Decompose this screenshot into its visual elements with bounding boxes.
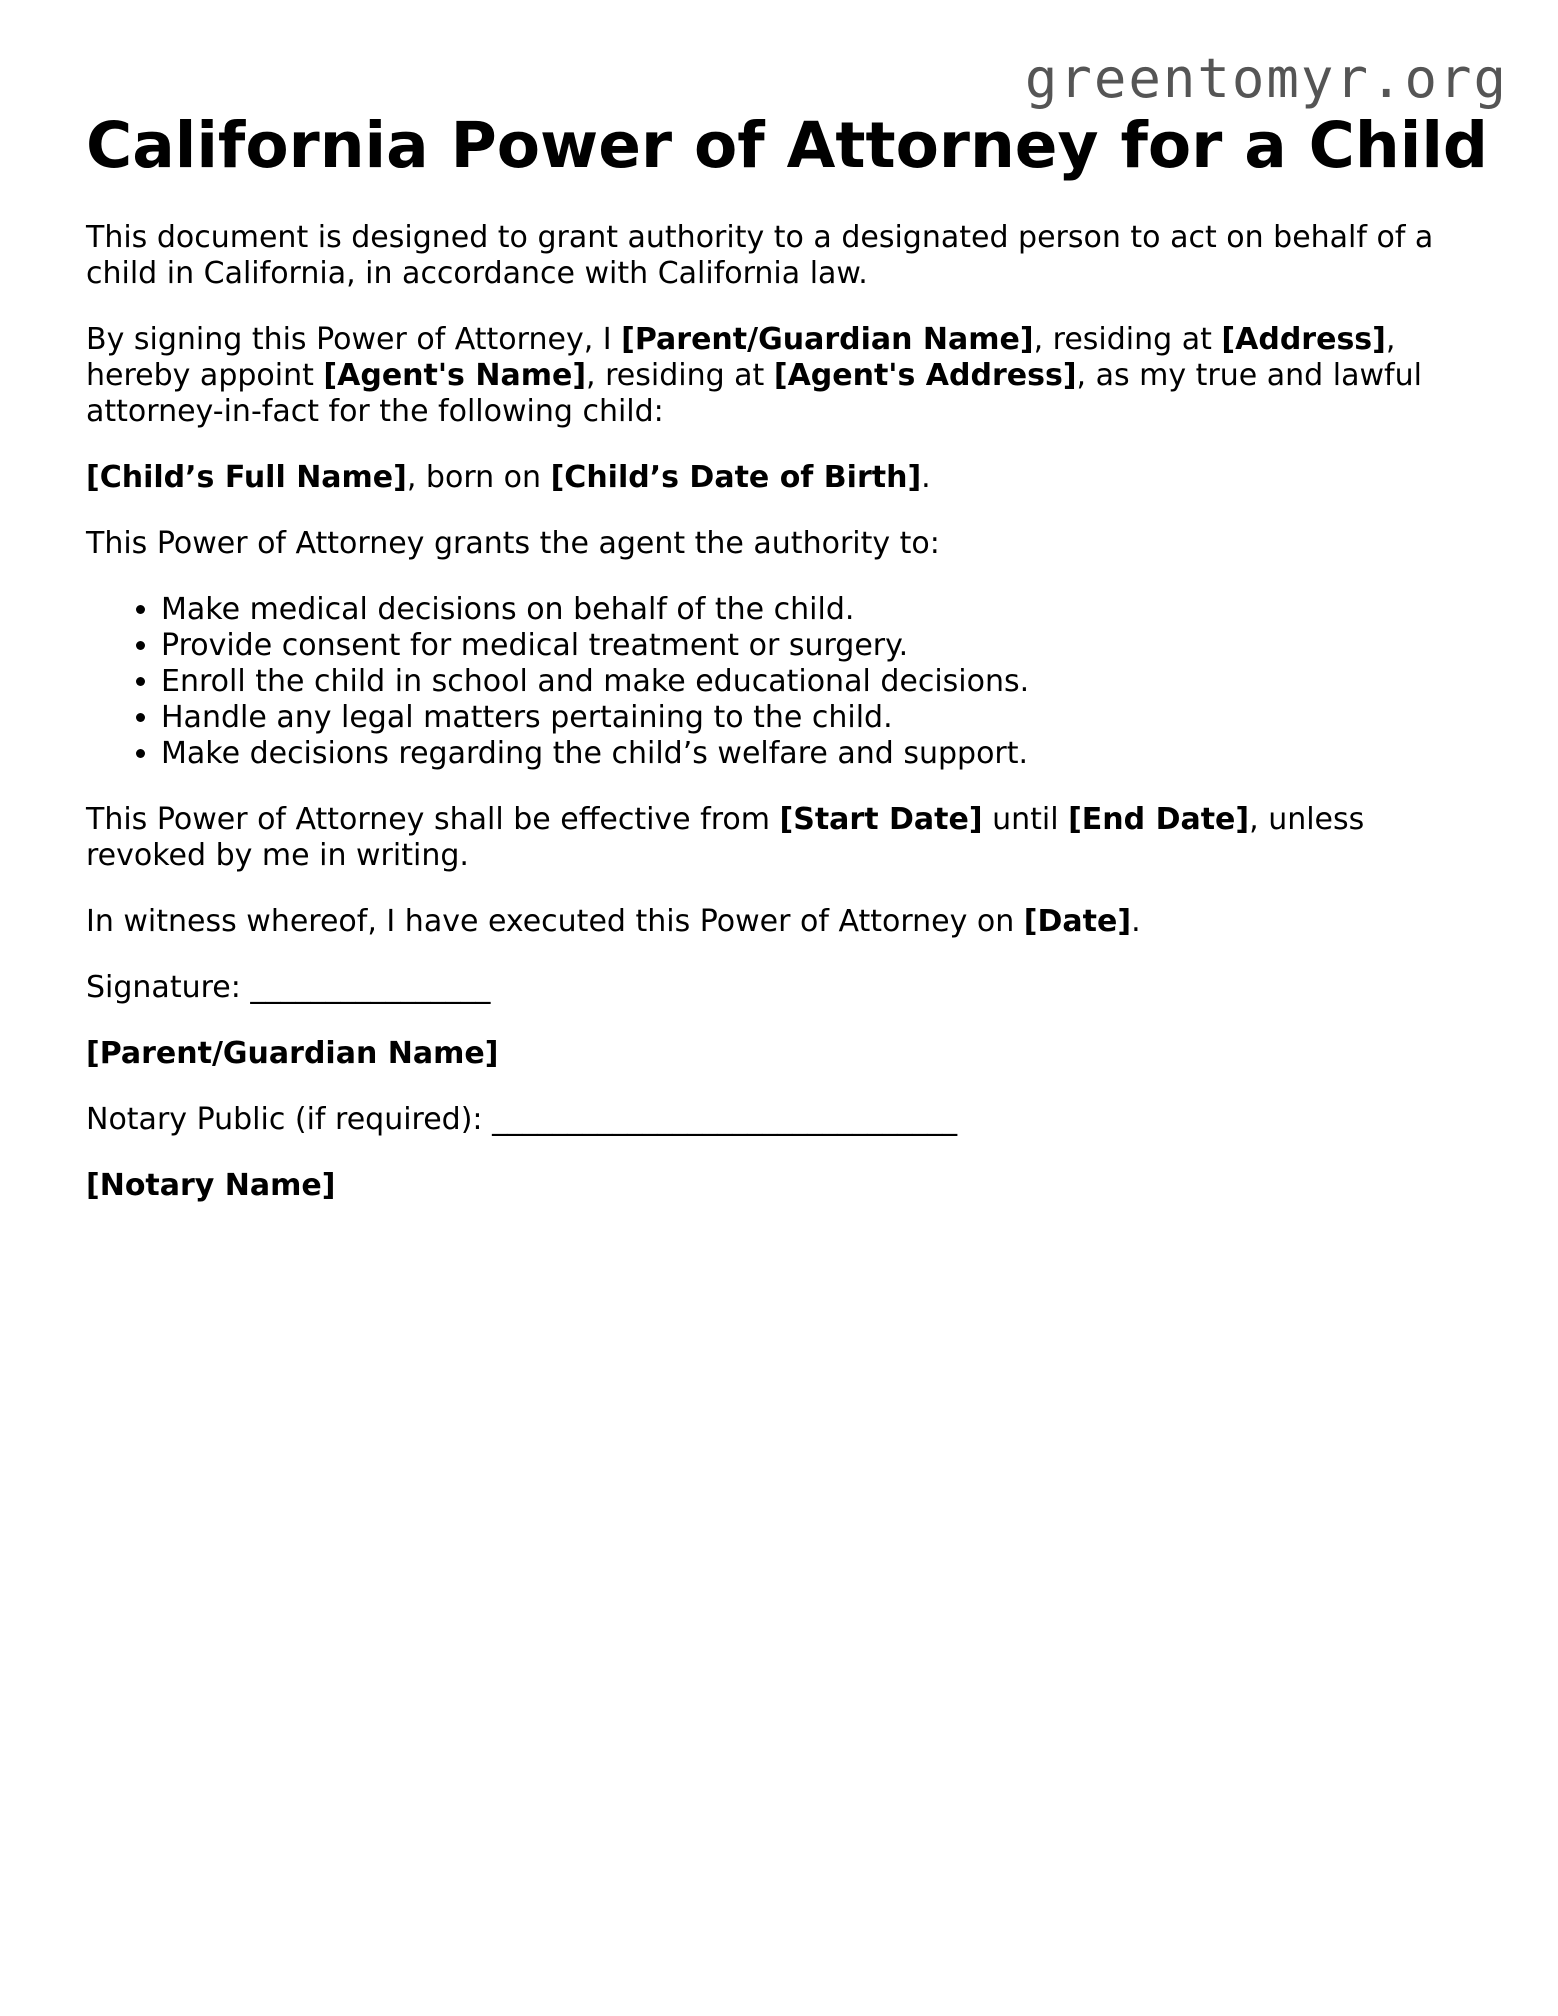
- page-title: California Power of Attorney for a Child: [86, 109, 1489, 182]
- witness-paragraph: [86, 904, 1486, 940]
- list-item: • Make medical decisions on behalf of the child.: [161, 592, 1486, 628]
- document-body: [86, 108, 1489, 1234]
- list-item: • Make decisions regarding the child’s welfare and support.: [161, 736, 1486, 772]
- notary-name: [86, 1168, 1486, 1204]
- agent-name-placeholder: [Agent's Name]: [323, 358, 587, 393]
- child-text-born: , born on: [406, 460, 551, 495]
- end-date-placeholder: [End Date]: [1068, 802, 1250, 837]
- list-item: • Provide consent for medical treatment or surgery.: [161, 628, 1486, 664]
- parent-name-placeholder: [Parent/Guardian Name]: [621, 322, 1034, 357]
- appointment-text-4: , residing at: [586, 358, 774, 393]
- appointment-text-2: , residing at: [1033, 322, 1222, 357]
- grants-list: [86, 592, 1486, 772]
- signature-line: Signature: ________________: [86, 970, 491, 1005]
- effective-paragraph: [86, 802, 1486, 874]
- notary-line: Notary Public (if required): _______________________________: [86, 1102, 958, 1137]
- child-dob-placeholder: [Child’s Date of Birth]: [550, 460, 922, 495]
- witness-text-1: In witness whereof, I have executed this Power of Attorney on: [86, 904, 1024, 939]
- list-item: • Handle any legal matters pertaining to the child.: [161, 700, 1486, 736]
- list-item: • Enroll the child in school and make educational decisions.: [161, 664, 1486, 700]
- effective-text-2: until: [982, 802, 1069, 837]
- child-name-placeholder: [Child’s Full Name]: [86, 460, 407, 495]
- child-paragraph: [86, 460, 1486, 496]
- appointment-text-3: , hereby appoint: [86, 322, 1396, 393]
- witness-text-2: .: [1131, 904, 1141, 939]
- watermark: greentomyr.org: [1024, 47, 1508, 110]
- child-text-end: .: [921, 460, 931, 495]
- effective-text-3: , unless revoked by me in writing.: [86, 802, 1365, 873]
- effective-text-1: This Power of Attorney shall be effective from: [86, 802, 780, 837]
- signer-name: [86, 1036, 1486, 1072]
- start-date-placeholder: [Start Date]: [779, 802, 983, 837]
- agent-address-placeholder: [Agent's Address]: [773, 358, 1077, 393]
- appointment-text-1: By signing this Power of Attorney, I: [86, 322, 622, 357]
- address-placeholder: [Address]: [1221, 322, 1386, 357]
- notary-name-placeholder: [Notary Name]: [86, 1168, 336, 1203]
- signer-name-placeholder: [Parent/Guardian Name]: [86, 1036, 499, 1071]
- date-placeholder: [Date]: [1023, 904, 1132, 939]
- grants-intro: This Power of Attorney grants the agent the authority to:: [86, 526, 940, 561]
- intro-paragraph: This document is designed to grant authority to a designated person to act on behalf of a child in California, in accordance with California law.: [86, 220, 1434, 291]
- appointment-text-5: , as my true and lawful attorney-in-fact for the following child:: [86, 358, 1422, 429]
- appointment-paragraph: [86, 322, 1486, 430]
